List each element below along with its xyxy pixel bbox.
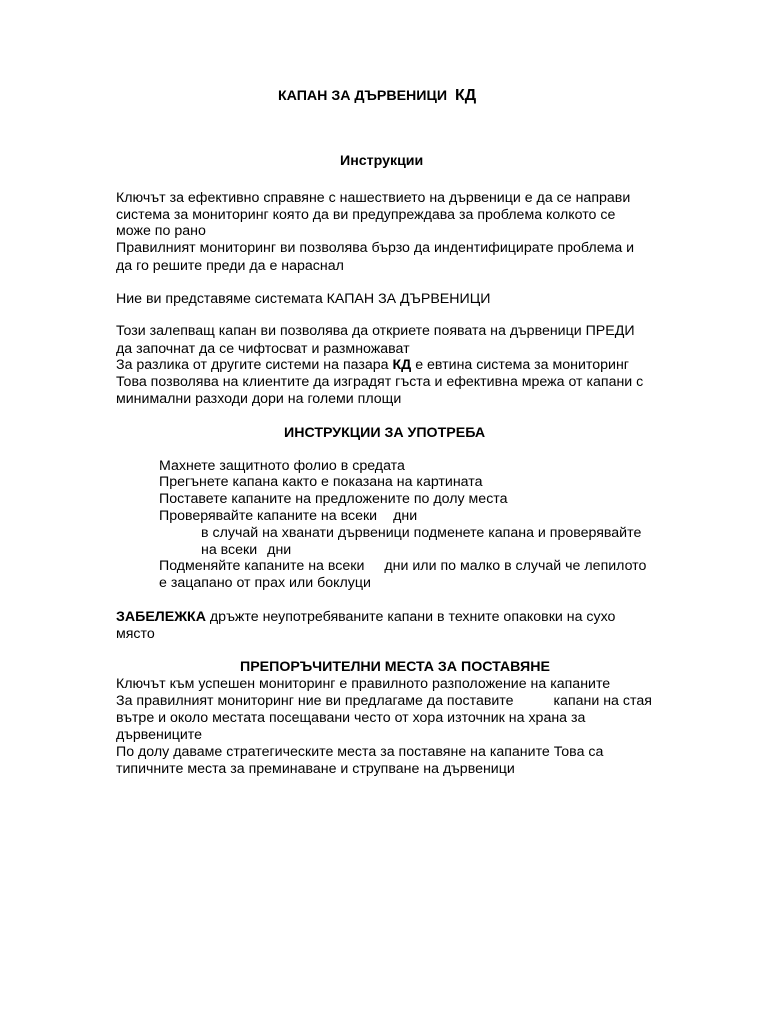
description-line-1: Този залепващ капан ви позволява да откриете появата на дървеници ПРЕДИ <box>116 323 635 339</box>
places-line-4: дървениците <box>116 727 203 743</box>
note-label: ЗАБЕЛЕЖКА <box>116 609 206 625</box>
usage-step-5-pre: Подменяйте капаните на всеки <box>159 558 365 574</box>
description-code: КД <box>392 357 412 373</box>
title-code: КД <box>455 87 477 104</box>
description-line-3-post: е евтина система за мониторинг <box>411 357 629 373</box>
usage-step-3: Поставете капаните на предложените по долу места <box>159 491 508 507</box>
intro-line-4: Правилният мониторинг ви позволява бързо да индентифицирате проблема и <box>116 240 635 256</box>
intro-line-2: система за мониторинг която да ви предупреждава за проблема колкото се <box>116 207 616 223</box>
title-text: КАПАН ЗА ДЪРВЕНИЦИ <box>278 88 448 104</box>
description-line-3-pre: За разлика от другите системи на пазара <box>116 357 393 373</box>
description-line-3 <box>116 357 629 374</box>
places-line-5: По долу даваме стратегическите места за поставяне на капаните Това са <box>116 744 604 760</box>
usage-step-5-line-2: е зацапано от прах или боклуци <box>159 575 371 591</box>
places-line-2-post: капани на стая <box>553 693 652 709</box>
places-heading: ПРЕПОРЪЧИТЕЛНИ МЕСТА ЗА ПОСТАВЯНЕ <box>240 659 550 675</box>
note-text: дръжте неупотребяваните капани в техните опаковки на сухо <box>205 609 616 625</box>
usage-step-4-post: дни <box>393 508 418 524</box>
intro-line-5: да го решите преди да е нараснал <box>116 258 344 274</box>
usage-step-5 <box>159 558 646 575</box>
description-line-2: да започнат да се чифтосват и размножават <box>116 341 410 357</box>
intro-line-3: може по рано <box>116 223 206 239</box>
usage-sub-2-post: дни <box>267 542 292 558</box>
document-title <box>278 87 476 105</box>
present-line: Ние ви представяме системата КАПАН ЗА ДЪРВЕНИЦИ <box>116 291 491 307</box>
places-line-2-pre: За правилният мониторинг ние ви предлагаме да поставите <box>116 693 514 709</box>
usage-step-4 <box>159 508 417 525</box>
usage-step-4-pre: Проверявайте капаните на всеки <box>159 508 378 524</box>
usage-heading: ИНСТРУКЦИИ ЗА УПОТРЕБА <box>284 425 486 441</box>
description-line-5: минимални разходи дори на големи площи <box>116 391 402 407</box>
usage-sub-2 <box>201 542 291 559</box>
usage-step-1: Махнете защитното фолио в средата <box>159 458 405 474</box>
intro-line-1: Ключът за ефективно справяне с нашествието на дървеници е да се направи <box>116 190 631 206</box>
usage-step-5-post: дни или по малко в случай че лепилото <box>384 558 647 574</box>
note-line-1 <box>116 609 615 626</box>
places-line-6: типичните места за преминаване и струпване на дървеници <box>116 761 515 777</box>
document-subtitle: Инструкции <box>340 153 424 169</box>
places-line-2 <box>116 693 652 710</box>
description-line-4: Това позволява на клиентите да изградят гъста и ефективна мрежа от капани с <box>116 374 644 390</box>
places-line-3: вътре и около местата посещавани често от хора източник на храна за <box>116 710 586 726</box>
usage-step-2: Прегънете капана както е показана на картината <box>159 474 483 490</box>
usage-sub-2-pre: на всеки <box>201 542 258 558</box>
usage-sub-1: в случай на хванати дървеници подменете капана и проверявайте <box>201 525 642 541</box>
places-line-1: Ключът към успешен мониторинг е правилното разположение на капаните <box>116 676 611 692</box>
note-line-2: място <box>116 626 155 642</box>
